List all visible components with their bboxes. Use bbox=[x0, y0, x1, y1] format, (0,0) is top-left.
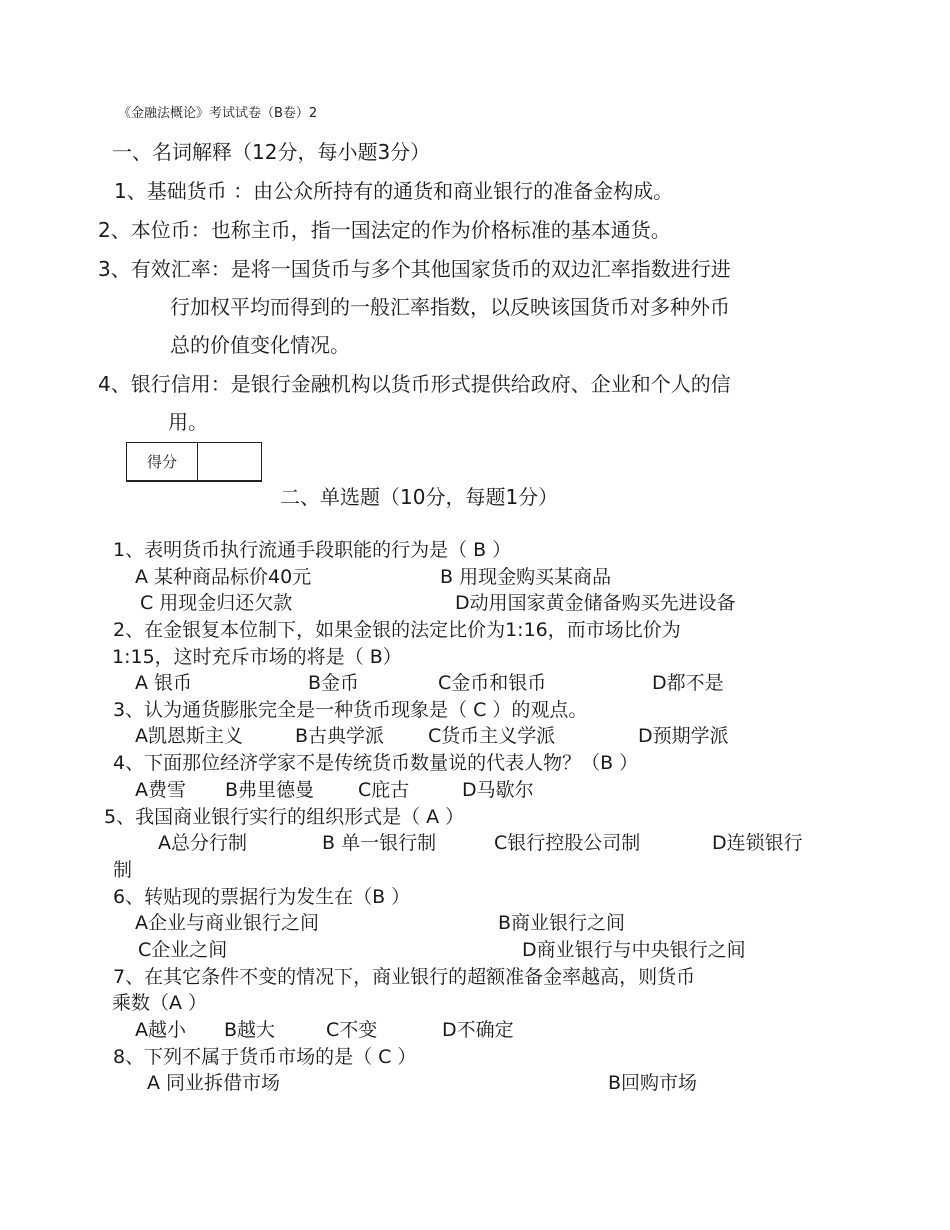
question-2-stem: 2、在金银复本位制下，如果金银的法定比价为1:16，而市场比价为 bbox=[113, 619, 681, 641]
question-5-option-c: C银行控股公司制 bbox=[494, 832, 641, 854]
question-1-option-a: A 某种商品标价40元 bbox=[135, 566, 312, 588]
section2-title: 二、单选题（10分，每题1分） bbox=[280, 485, 559, 509]
question-5-option-d-cont: 制 bbox=[113, 859, 133, 881]
question-5-option-a: A总分行制 bbox=[158, 832, 247, 854]
question-7-stem: 7、在其它条件不变的情况下，商业银行的超额准备金率越高，则货币 bbox=[113, 966, 696, 988]
question-1-stem: 1、表明货币执行流通手段职能的行为是（ B ） bbox=[113, 539, 512, 561]
question-2-option-b: B金币 bbox=[308, 672, 360, 694]
question-7-option-b: B越大 bbox=[224, 1019, 276, 1041]
question-6-option-b: B商业银行之间 bbox=[498, 912, 626, 934]
question-1-option-c: C 用现金归还欠款 bbox=[140, 592, 293, 614]
score-box bbox=[126, 442, 262, 482]
definition-2: 2、本位币：也称主币，指一国法定的作为价格标准的基本通货。 bbox=[98, 218, 671, 242]
definition-4: 4、银行信用：是银行金融机构以货币形式提供给政府、企业和个人的信 bbox=[98, 372, 731, 396]
question-5-stem: 5、我国商业银行实行的组织形式是（ A ） bbox=[104, 806, 465, 828]
question-7-option-d: D不确定 bbox=[442, 1019, 514, 1041]
question-8-option-a: A 同业拆借市场 bbox=[147, 1072, 281, 1094]
question-5-option-b: B 单一银行制 bbox=[322, 832, 437, 854]
definition-4-cont: 用。 bbox=[168, 410, 208, 434]
question-6-option-c: C企业之间 bbox=[138, 939, 228, 961]
question-3-stem: 3、认为通货膨胀完全是一种货币现象是（ C ）的观点。 bbox=[113, 699, 588, 721]
exam-header: 《金融法概论》考试试卷（B卷）2 bbox=[118, 106, 318, 121]
question-2-option-d: D都不是 bbox=[652, 672, 724, 694]
question-2-stem-cont: 1:15，这时充斥市场的将是（ B） bbox=[112, 646, 402, 668]
definition-3-cont: 行加权平均而得到的一般汇率指数，以反映该国货币对多种外币 bbox=[170, 295, 730, 319]
question-2-option-a: A 银币 bbox=[135, 672, 193, 694]
question-1-option-b: B 用现金购买某商品 bbox=[440, 566, 612, 588]
question-8-stem: 8、下列不属于货币市场的是（ C ） bbox=[113, 1046, 417, 1068]
section1-title: 一、名词解释（12分，每小题3分） bbox=[112, 140, 431, 164]
question-3-option-d: D预期学派 bbox=[638, 725, 729, 747]
question-4-option-a: A费雪 bbox=[135, 779, 186, 801]
question-3-option-c: C货币主义学派 bbox=[428, 725, 556, 747]
question-6-stem: 6、转贴现的票据行为发生在（B ） bbox=[113, 886, 411, 908]
definition-3-cont: 总的价值变化情况。 bbox=[170, 333, 350, 357]
question-1-option-d: D动用国家黄金储备购买先进设备 bbox=[455, 592, 736, 614]
question-3-option-a: A凯恩斯主义 bbox=[135, 725, 243, 747]
definition-1: 1、基础货币 ：由公众所持有的通货和商业银行的准备金构成。 bbox=[114, 179, 674, 203]
question-2-option-c: C金币和银币 bbox=[438, 672, 547, 694]
question-7-stem-cont: 乘数（A ） bbox=[112, 992, 208, 1014]
score-label: 得分 bbox=[127, 443, 198, 480]
question-6-option-d: D商业银行与中央银行之间 bbox=[522, 939, 746, 961]
question-4-stem: 4、下面那位经济学家不是传统货币数量说的代表人物？（B ） bbox=[113, 752, 639, 774]
definition-3: 3、有效汇率：是将一国货币与多个其他国家货币的双边汇率指数进行进 bbox=[98, 257, 731, 281]
question-5-option-d: D连锁银行 bbox=[712, 832, 803, 854]
question-4-option-b: B弗里德曼 bbox=[225, 779, 315, 801]
question-4-option-d: D马歇尔 bbox=[462, 779, 534, 801]
question-3-option-b: B古典学派 bbox=[295, 725, 385, 747]
question-4-option-c: C庇古 bbox=[358, 779, 410, 801]
question-8-option-b: B回购市场 bbox=[608, 1072, 698, 1094]
question-6-option-a: A企业与商业银行之间 bbox=[135, 912, 319, 934]
question-7-option-c: C不变 bbox=[326, 1019, 378, 1041]
score-value bbox=[198, 443, 261, 480]
question-7-option-a: A越小 bbox=[135, 1019, 186, 1041]
